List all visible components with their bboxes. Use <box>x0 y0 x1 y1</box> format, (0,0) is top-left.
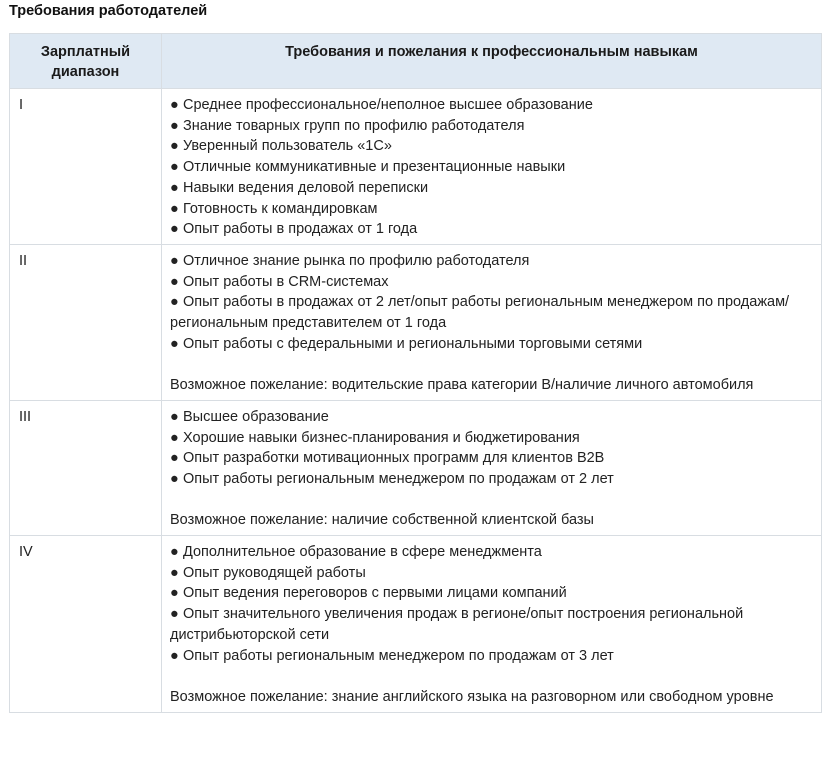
optional-wish-note: Возможное пожелание: водительские права категории B/наличие личного автомобиля <box>170 377 754 394</box>
requirement-item <box>170 157 813 178</box>
salary-range-cell: III <box>10 400 162 535</box>
bullet-icon: ● <box>170 294 179 311</box>
requirement-text: Опыт ведения переговоров с первыми лицами компаний <box>183 585 567 602</box>
bullet-icon: ● <box>170 647 179 664</box>
requirement-text: Опыт работы региональным менеджером по продажам от 2 лет <box>183 470 614 487</box>
requirement-text: Хорошие навыки бизнес-планирования и бюджетирования <box>183 429 580 446</box>
table-row <box>10 89 822 245</box>
requirement-item <box>170 292 813 333</box>
skills-cell <box>162 89 822 245</box>
requirement-item <box>170 136 813 157</box>
requirement-text: Уверенный пользователь «1С» <box>183 138 392 155</box>
requirement-item <box>170 95 813 116</box>
requirement-text: Дополнительное образование в сфере менеджмента <box>183 544 542 561</box>
requirements-table <box>9 33 822 713</box>
header-salary-range: Зарплатный диапазон <box>10 34 162 89</box>
page-title: Требования работодателей <box>9 3 208 19</box>
requirement-item <box>170 334 813 355</box>
skills-cell <box>162 244 822 400</box>
requirement-item <box>170 251 813 272</box>
bullet-icon: ● <box>170 221 179 238</box>
requirement-item <box>170 448 813 469</box>
bullet-icon: ● <box>170 335 179 352</box>
requirement-text: Высшее образование <box>183 408 329 425</box>
requirement-item <box>170 583 813 604</box>
requirement-item <box>170 178 813 199</box>
bullet-icon: ● <box>170 252 179 269</box>
skills-cell <box>162 400 822 535</box>
requirement-item <box>170 604 813 645</box>
bullet-icon: ● <box>170 138 179 155</box>
salary-range-cell: I <box>10 89 162 245</box>
header-skills: Требования и пожелания к профессиональным навыкам <box>162 34 822 89</box>
requirement-item <box>170 199 813 220</box>
bullet-icon: ● <box>170 429 179 446</box>
requirement-text: Опыт работы региональным менеджером по продажам от 3 лет <box>183 647 614 664</box>
requirement-item <box>170 469 813 490</box>
requirement-text: Отличное знание рынка по профилю работодателя <box>183 252 530 269</box>
bullet-icon: ● <box>170 117 179 134</box>
requirement-item <box>170 407 813 428</box>
bullet-icon: ● <box>170 544 179 561</box>
bullet-icon: ● <box>170 470 179 487</box>
requirement-text: Отличные коммуникативные и презентационные навыки <box>183 159 566 176</box>
requirement-item <box>170 219 813 240</box>
requirement-text: Опыт работы в CRM-системах <box>183 273 389 290</box>
requirement-item <box>170 116 813 137</box>
bullet-icon: ● <box>170 408 179 425</box>
bullet-icon: ● <box>170 450 179 467</box>
salary-range-cell: IV <box>10 536 162 713</box>
bullet-icon: ● <box>170 585 179 602</box>
bullet-icon: ● <box>170 200 179 217</box>
bullet-icon: ● <box>170 606 179 623</box>
requirement-text: Навыки ведения деловой переписки <box>183 179 429 196</box>
table-row <box>10 244 822 400</box>
table-row <box>10 536 822 713</box>
table-row <box>10 400 822 535</box>
requirement-item <box>170 646 813 667</box>
salary-range-cell: II <box>10 244 162 400</box>
requirement-item <box>170 272 813 293</box>
requirement-text: Опыт работы в продажах от 2 лет/опыт работы региональным менеджером по продажам/региональным представителем от 1 года <box>170 294 790 332</box>
requirement-text: Опыт работы в продажах от 1 года <box>183 221 418 238</box>
requirement-item <box>170 542 813 563</box>
requirement-text: Готовность к командировкам <box>183 200 378 217</box>
optional-wish-note: Возможное пожелание: наличие собственной клиентской базы <box>170 512 594 529</box>
bullet-icon: ● <box>170 273 179 290</box>
table-header-row <box>10 34 822 89</box>
optional-wish-note: Возможное пожелание: знание английского языка на разговорном или свободном уровне <box>170 688 774 705</box>
bullet-icon: ● <box>170 159 179 176</box>
requirement-item <box>170 563 813 584</box>
requirement-text: Опыт руководящей работы <box>183 564 366 581</box>
bullet-icon: ● <box>170 564 179 581</box>
requirement-text: Опыт работы с федеральными и региональными торговыми сетями <box>183 335 643 352</box>
bullet-icon: ● <box>170 97 179 113</box>
requirement-text: Среднее профессиональное/неполное высшее образование <box>183 97 593 113</box>
table-body <box>10 89 822 713</box>
requirement-text: Опыт разработки мотивационных программ для клиентов B2B <box>183 450 605 467</box>
requirement-item <box>170 428 813 449</box>
requirement-text: Опыт значительного увеличения продаж в регионе/опыт построения региональной дистрибьюторской сети <box>170 606 744 643</box>
requirement-text: Знание товарных групп по профилю работодателя <box>183 117 525 134</box>
bullet-icon: ● <box>170 179 179 196</box>
skills-cell <box>162 536 822 713</box>
